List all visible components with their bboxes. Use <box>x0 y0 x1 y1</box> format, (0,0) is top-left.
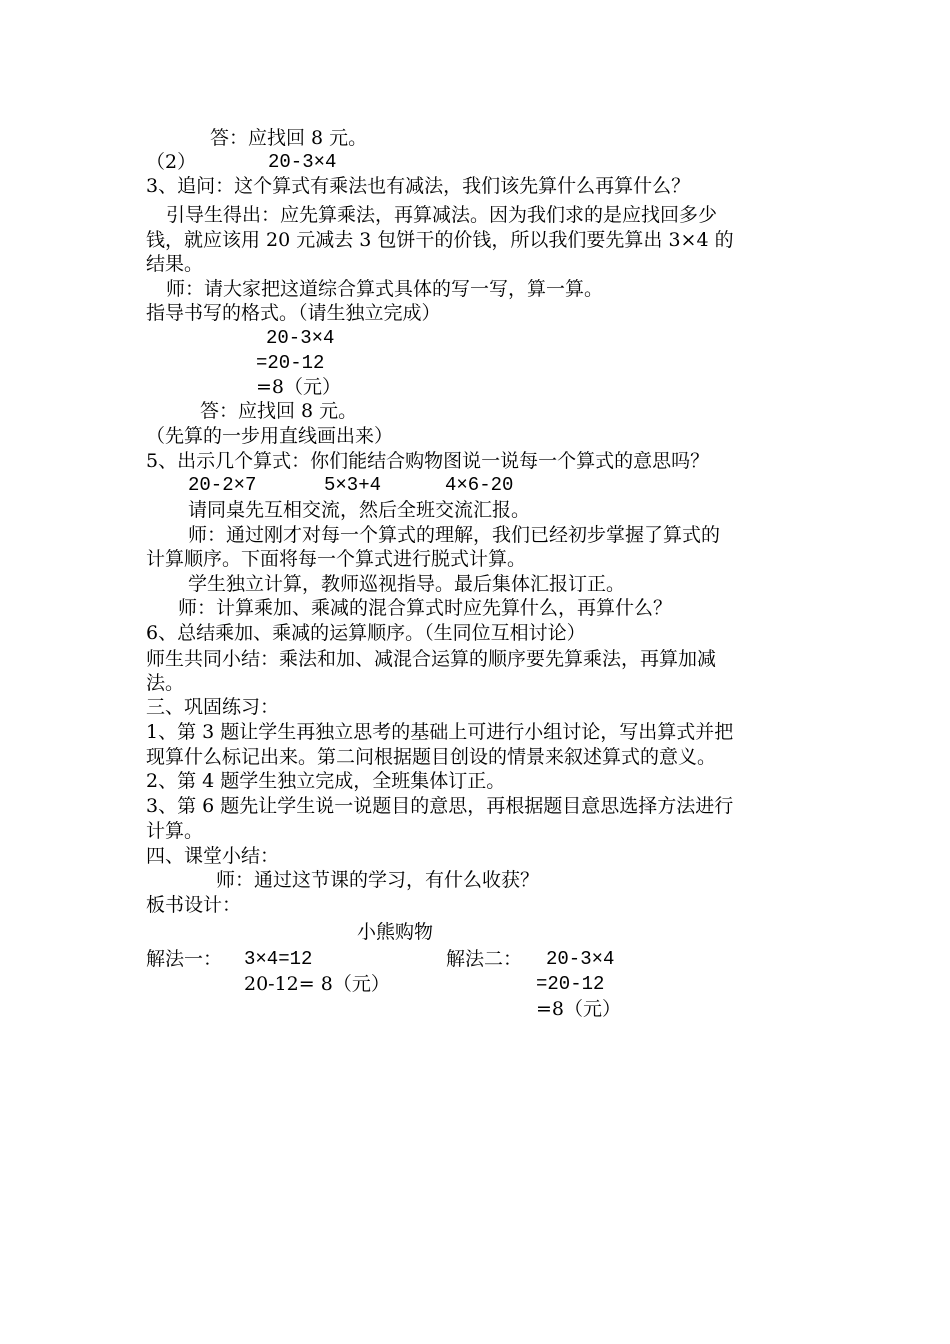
method-two-label: 解法二： <box>446 948 523 970</box>
formula-line: =8（元） <box>256 376 342 398</box>
paragraph-line: 师：通过这节课的学习，有什么收获？ <box>216 869 540 891</box>
paragraph-line: 结果。 <box>146 253 204 275</box>
paragraph-line: 师：请大家把这道综合算式具体的写一写，算一算。 <box>166 278 604 300</box>
paragraph-line: 1、第 3 题让学生再独立思考的基础上可进行小组讨论，写出算式并把 <box>146 721 734 743</box>
paragraph-line: 法。 <box>146 672 185 694</box>
answer-line-1: 答：应找回 8 元。 <box>210 127 368 149</box>
formula-line: 20-3×4 <box>266 327 335 349</box>
paragraph-line: 2、第 4 题学生独立完成，全班集体订正。 <box>146 770 506 792</box>
formula-expression: 20-2×7 <box>188 474 257 496</box>
formula-line: =20-12 <box>256 352 325 374</box>
paragraph-line: 3、第 6 题先让学生说一说题目的意思，再根据题目意思选择方法进行 <box>146 795 734 817</box>
paragraph-line: 指导书写的格式。（请生独立完成） <box>146 302 441 324</box>
formula-line: =8（元） <box>536 998 622 1020</box>
section-heading: 三、巩固练习： <box>146 696 280 718</box>
paragraph-line: 现算什么标记出来。第二问根据题目创设的情景来叙述算式的意义。 <box>146 746 717 768</box>
formula-line: 3×4=12 <box>244 948 313 970</box>
formula-line: 20-3×4 <box>268 151 337 173</box>
formula-line: 20-12= 8（元） <box>244 973 390 995</box>
section-heading: 板书设计： <box>146 894 242 916</box>
paragraph-line: 师生共同小结：乘法和加、减混合运算的顺序要先算乘法，再算加减 <box>146 648 717 670</box>
paragraph-line: 计算顺序。下面将每一个算式进行脱式计算。 <box>146 548 527 570</box>
item-number-2: （2） <box>146 151 197 173</box>
formula-line: 20-3×4 <box>546 948 615 970</box>
paragraph-line: 钱，就应该用 20 元减去 3 包饼干的价钱，所以我们要先算出 3×4 的 <box>146 229 734 251</box>
paragraph-line: 师：计算乘加、乘减的混合算式时应先算什么，再算什么？ <box>178 597 673 619</box>
paragraph-line: （先算的一步用直线画出来） <box>146 425 394 447</box>
paragraph-line: 3、追问：这个算式有乘法也有减法，我们该先算什么再算什么？ <box>146 175 691 197</box>
section-heading: 四、课堂小结： <box>146 845 280 867</box>
formula-expression: 4×6-20 <box>445 474 514 496</box>
paragraph-line: 6、总结乘加、乘减的运算顺序。（生同位互相讨论） <box>146 622 586 644</box>
board-title: 小熊购物 <box>357 921 434 943</box>
paragraph-line: 学生独立计算，教师巡视指导。最后集体汇报订正。 <box>188 573 626 595</box>
paragraph-line: 师：通过刚才对每一个算式的理解，我们已经初步掌握了算式的 <box>188 524 721 546</box>
paragraph-line: 引导生得出：应先算乘法，再算减法。因为我们求的是应找回多少 <box>166 204 718 226</box>
paragraph-line: 5、出示几个算式：你们能结合购物图说一说每一个算式的意思吗？ <box>146 450 710 472</box>
paragraph-line: 请同桌先互相交流，然后全班交流汇报。 <box>188 499 531 521</box>
method-one-label: 解法一： <box>146 948 223 970</box>
answer-line-2: 答：应找回 8 元。 <box>200 400 358 422</box>
paragraph-line: 计算。 <box>146 820 204 842</box>
formula-expression: 5×3+4 <box>324 474 382 496</box>
formula-line: =20-12 <box>536 973 605 995</box>
